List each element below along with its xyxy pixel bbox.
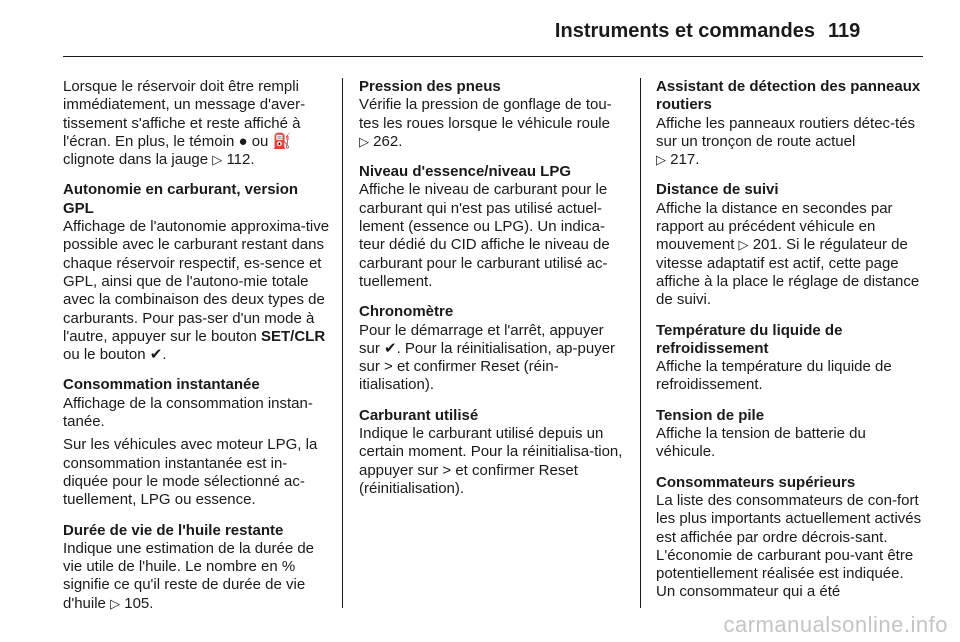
section-autonomie: Autonomie en carburant, version GPL Affichage de l'autonomie approxima-tive possible avec le carburant restant dans chaque réservoir respectif, es-sence et GPL, ainsi que de l'autono-mie totale avec la combinaison des deux types de carburants. Pour pas-ser d'un mode à l'autre, appuyer sur le bouton SET/CLR ou le bouton ✔. (63, 181, 330, 364)
section-heading: Tension de pile (656, 406, 765, 424)
check-icon: ✔ (384, 339, 397, 357)
section-heading: Température du liquide de refroidissement (656, 321, 843, 357)
section-heading: Pression des pneus (359, 78, 501, 95)
reference-arrow-icon: ▷ (212, 152, 223, 168)
section-heading: Consommation instantanée (63, 376, 260, 394)
reference-arrow-icon: ▷ (359, 133, 369, 149)
section-heading: Chronomètre (359, 303, 454, 321)
section-distance-suivi: Distance de suivi Affiche la distance en secondes par rapport au précédent véhicule en mouvement ▷ 201. Si le régulateur de vitesse adaptatif est actif, cette page affiche à la place le réglage de distance de suivi. (656, 181, 924, 309)
column-divider-1 (342, 78, 343, 608)
reference-arrow-icon: ▷ (110, 595, 121, 611)
column-3 (656, 78, 924, 614)
section-chronometre: Chronomètre Pour le démarrage et l'arrêt, appuyer sur ✔. Pour la réinitialisation, ap-puyer sur > et confirmer Reset (réin-itialisation). (359, 303, 627, 394)
chevron-right-icon: > (384, 358, 393, 376)
section-huile: Durée de vie de l'huile restante Indique une estimation de la durée de vie utile de l'huile. Le nombre en % signifie ce qu'il reste de durée de vie d'huile ▷ 105. (63, 522, 331, 613)
chevron-right-icon: > (442, 461, 452, 479)
fuel-pump-icon: ⛽ (272, 132, 292, 150)
section-tension-pile: Tension de pile Affiche la tension de batterie du véhicule. (656, 407, 924, 462)
section-niveau: Niveau d'essence/niveau LPG Affiche le niveau de carburant pour le carburant qui n'est pas utilisé actuel-lement (essence ou LPG). Un indica-teur dédié du CID affiche le niveau de carburant pour le carburant utilisé ac-tuellement. (359, 163, 627, 291)
column-divider-2 (640, 78, 641, 608)
section-heading: Durée de vie de l'huile restante (63, 521, 284, 539)
section-heading: Consommateurs supérieurs (656, 473, 856, 491)
reference-arrow-icon: ▷ (656, 152, 666, 168)
section-consommation: Consommation instantanée Affichage de la consommation instan-tanée. (63, 376, 331, 431)
section-pneus: Pression des pneus Vérifie la pression de gonflage de tou-tes les roues lorsque le véhicule roule ▷ 262. (359, 78, 627, 151)
section-heading: Niveau d'essence/niveau LPG (359, 163, 571, 181)
column-2 (359, 78, 627, 510)
section-heading: Assistant de détection des panneaux routiers (656, 78, 921, 114)
reference-arrow-icon: ▷ (738, 237, 749, 253)
intro-paragraph: Lorsque le réservoir doit être rempli immédiatement, un message d'aver-tissement s'affiche et reste affiché à l'écran. En plus, le témoin ● ou ⛽ clignote dans la jauge ▷ 112. (63, 78, 306, 169)
section-heading: Carburant utilisé (359, 406, 479, 424)
section-heading: Autonomie en carburant, version GPL (63, 181, 299, 217)
section-consommation-lpg: Sur les véhicules avec moteur LPG, la consommation instantanée est in-diquée pour le mode sélectionné ac-tuellement, LPG ou essence. (63, 436, 318, 509)
page-number: 119 (828, 20, 861, 42)
header-rule (63, 56, 923, 57)
column-1 (63, 78, 331, 625)
section-consommateurs: Consommateurs supérieurs La liste des consommateurs de con-fort les plus importants actuellement activés est affichée par ordre décrois-sant. L'économie de carburant pou-vant être potentiellement réalisée est indiquée. Un consommateur qui a été (656, 474, 924, 602)
section-temperature: Température du liquide de refroidissement Affiche la température du liquide de refroidissement. (656, 322, 924, 395)
section-panneaux: Assistant de détection des panneaux routiers Affiche les panneaux routiers détec-tés sur un tronçon de route actuel ▷ 217. (656, 78, 924, 169)
fuel-dot-icon: ● (238, 132, 248, 150)
set-clr-button-label: SET/CLR (261, 327, 326, 345)
check-icon: ✔ (149, 346, 163, 364)
section-carburant-utilise: Carburant utilisé Indique le carburant utilisé depuis un certain moment. Pour la réinitialisa-tion, appuyer sur > et confirmer Reset (réinitialisation). (359, 407, 627, 498)
reference-link[interactable]: 105. (124, 594, 154, 612)
reference-link[interactable]: 217. (670, 151, 700, 169)
reference-link[interactable]: 112. (226, 151, 255, 169)
page-title: Instruments et commandes (554, 20, 815, 42)
reference-link[interactable]: 201. (752, 236, 782, 254)
reference-link[interactable]: 262. (373, 132, 403, 150)
section-heading: Distance de suivi (656, 181, 779, 199)
watermark: carmanualsonline.info (723, 612, 948, 637)
